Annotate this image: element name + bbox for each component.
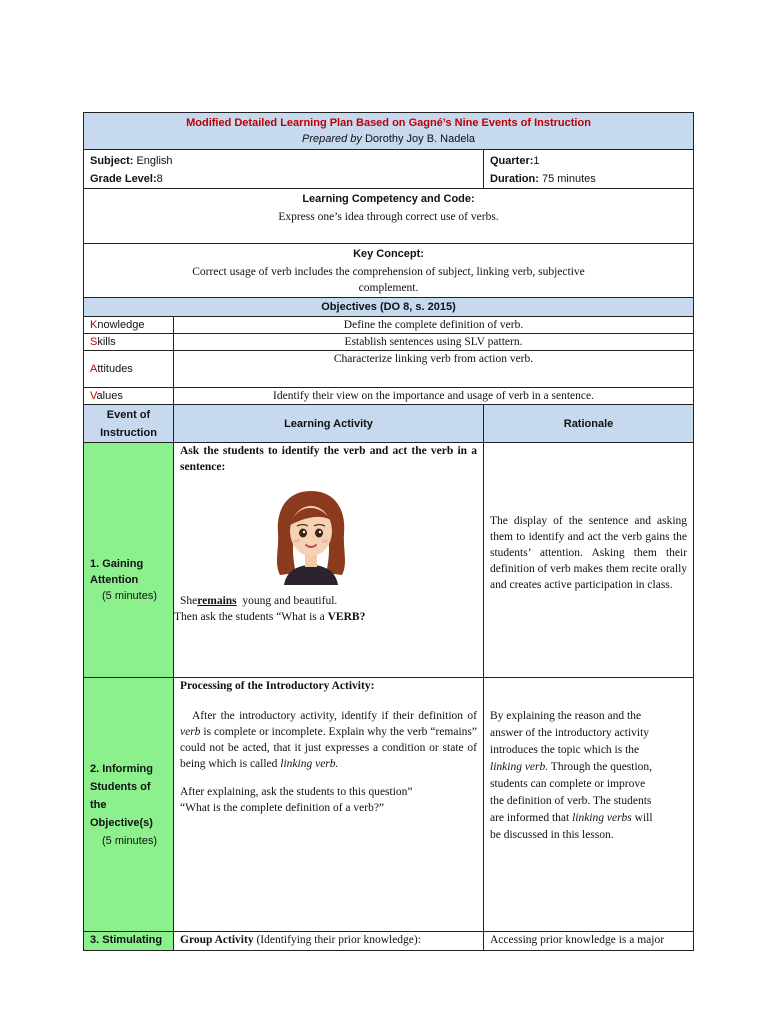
activity-paragraph: After the introductory activity, identify if their definition of verb is complete or incomplete. Explain why the verb “remains” could not be acted, that it just expresses a condition or state of being which is called linking verb. bbox=[180, 710, 477, 770]
header-cell bbox=[84, 113, 694, 150]
event-row-stimulating bbox=[84, 932, 694, 951]
event-cell bbox=[84, 678, 174, 932]
activity-instruction: After explaining, ask the students to this question” bbox=[180, 786, 413, 798]
activity-cell bbox=[174, 678, 484, 932]
verb-question: Then ask the students “What is a VERB? bbox=[174, 611, 366, 623]
objective-label: Knowledge bbox=[84, 317, 174, 334]
column-rationale: Rationale bbox=[484, 405, 694, 443]
document-title: Modified Detailed Learning Plan Based on Gagné’s Nine Events of Instruction bbox=[186, 117, 591, 129]
quarter-duration-cell bbox=[484, 150, 694, 189]
event-cell bbox=[84, 443, 174, 678]
header-row bbox=[84, 113, 694, 150]
competency-heading: Learning Competency and Code: bbox=[302, 193, 475, 205]
key-concept-heading: Key Concept: bbox=[353, 248, 424, 260]
objective-row-attitudes bbox=[84, 351, 694, 388]
grade-label: Grade Level: bbox=[90, 173, 157, 185]
girl-avatar-icon bbox=[266, 485, 356, 585]
objectives-heading: Objectives (DO 8, s. 2015) bbox=[84, 298, 694, 317]
rationale-cell: By explaining the reason and the answer of the introductory activity introduces the topic which is the linking verb. Through the question, students can complete or improve the definition of verb. The students are informed that linking verbs will be discussed in this lesson. bbox=[484, 678, 694, 932]
objective-label: Attitudes bbox=[84, 351, 174, 388]
objective-row-skills bbox=[84, 334, 694, 351]
lesson-plan-table bbox=[83, 112, 694, 951]
event-row-gaining-attention bbox=[84, 443, 694, 678]
key-concept-row bbox=[84, 244, 694, 298]
author-name: Dorothy Joy B. Nadela bbox=[364, 133, 476, 145]
key-concept-text: Correct usage of verb includes the comprehension of subject, linking verb, subjective complement. bbox=[192, 266, 585, 294]
info-row bbox=[84, 150, 694, 189]
rationale-cell: The display of the sentence and asking them to identify and act the verb gains the students’ attention. Asking them their definition of verb makes them recite orally and creates active participation in class. bbox=[484, 443, 694, 678]
objective-row-values bbox=[84, 388, 694, 405]
objective-text: Characterize linking verb from action verb. bbox=[174, 351, 694, 388]
subject-label: Subject: bbox=[90, 155, 134, 167]
objective-text: Identify their view on the importance and usage of verb in a sentence. bbox=[174, 388, 694, 405]
column-activity: Learning Activity bbox=[174, 405, 484, 443]
lesson-plan-document bbox=[83, 112, 693, 951]
prepared-by-label: Prepared by bbox=[301, 133, 362, 145]
event-time: (5 minutes) bbox=[102, 590, 158, 602]
activity-cell: Group Activity (Identifying their prior knowledge): bbox=[174, 932, 484, 951]
column-header-row bbox=[84, 405, 694, 443]
event-cell: 3. Stimulating bbox=[84, 932, 174, 951]
column-event: Event of Instruction bbox=[84, 405, 174, 443]
objective-text: Define the complete definition of verb. bbox=[174, 317, 694, 334]
objective-label: Skills bbox=[84, 334, 174, 351]
key-concept-cell bbox=[84, 244, 694, 298]
event-title: 1. Gaining Attention bbox=[90, 558, 144, 586]
subject-value: English bbox=[136, 155, 173, 167]
event-time: (5 minutes) bbox=[102, 834, 158, 847]
subject-grade-cell bbox=[84, 150, 484, 189]
objectives-heading-row bbox=[84, 298, 694, 317]
objective-text: Establish sentences using SLV pattern. bbox=[174, 334, 694, 351]
prepared-by bbox=[90, 131, 687, 147]
objective-row-knowledge bbox=[84, 317, 694, 334]
rationale-cell: Accessing prior knowledge is a major bbox=[484, 932, 694, 951]
competency-cell bbox=[84, 189, 694, 244]
competency-text: Express one’s idea through correct use of verbs. bbox=[278, 211, 499, 223]
example-sentence: Sheremains young and beautiful. bbox=[180, 595, 338, 607]
competency-row bbox=[84, 189, 694, 244]
activity-heading: Ask the students to identify the verb and act the verb in a sentence: bbox=[180, 445, 477, 473]
duration-value: 75 minutes bbox=[541, 173, 596, 185]
quarter-label: Quarter: bbox=[490, 155, 534, 167]
event-row-informing-students bbox=[84, 678, 694, 932]
quarter-value: 1 bbox=[533, 155, 540, 167]
grade-value: 8 bbox=[156, 173, 163, 185]
activity-cell bbox=[174, 443, 484, 678]
activity-question: “What is the complete definition of a verb?” bbox=[180, 802, 385, 814]
activity-heading: Processing of the Introductory Activity: bbox=[180, 680, 375, 692]
highlighted-verb: remains bbox=[197, 595, 237, 607]
duration-label: Duration: bbox=[490, 173, 539, 185]
objective-label: Values bbox=[84, 388, 174, 405]
event-title: 2. Informing Students of the Objective(s) bbox=[90, 762, 153, 829]
